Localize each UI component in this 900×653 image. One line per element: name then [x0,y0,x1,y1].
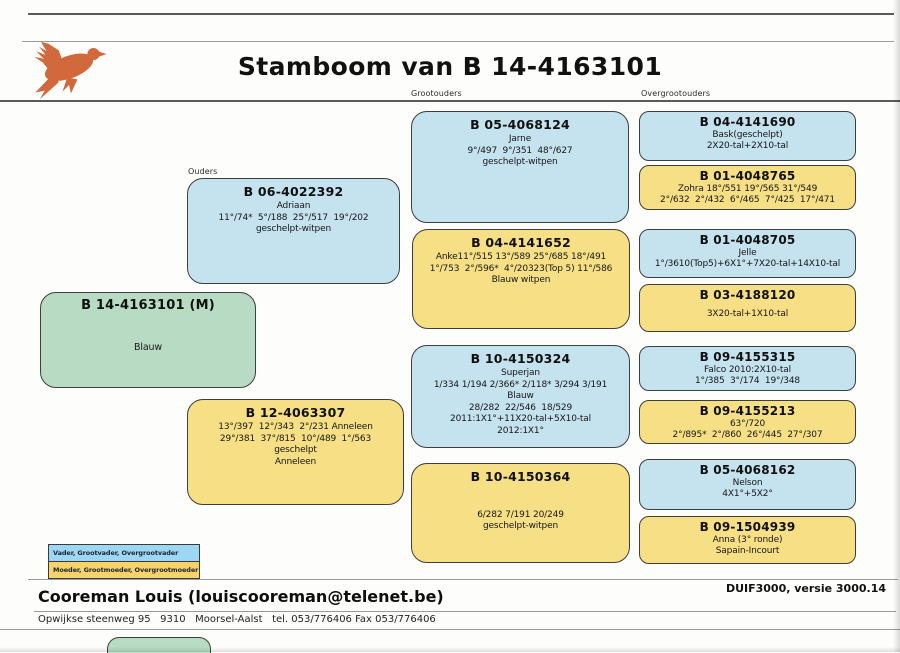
pedigree-text-line: Falco 2010:2X10-tal [704,365,791,375]
pedigree-box-ggp-2 [639,165,856,210]
pedigree-text-line: 63°/720 [729,419,766,429]
pedigree-text-line: Adriaan [276,201,311,211]
ring-number: B 05-4068162 [699,463,796,477]
pedigree-text-line: Anneleen [274,456,317,467]
pedigree-text-line: Bask(geschelpt) [712,130,783,140]
pedigree-text-line: Zohra 18°/551 19°/565 31°/549 [677,184,818,194]
pedigree-box-grandmother-1 [412,229,630,329]
pedigree-details [188,199,399,283]
scan-edge-right [893,0,900,652]
pedigree-details [640,129,855,160]
pedigree-text-line: Superjan [501,368,540,378]
ring-number: B 09-4155315 [699,350,796,364]
software-version: DUIF3000, versie 3000.14 [725,582,886,595]
pedigree-details [640,302,855,331]
pedigree-details [640,183,855,209]
pedigree-text-line: 4X1°+5X2° [722,489,773,499]
pedigree-text-line: Anke11°/515 13°/589 25°/685 18°/491 [435,252,607,262]
ring-number: B 14-4163101 (M) [81,298,215,313]
pedigree-text-line: 1°/753 2°/596* 4°/20323(Top 5) 11°/586 [429,263,613,274]
pedigree-box-ggp-5 [639,346,856,391]
pedigree-box-grandmother-2 [411,463,630,563]
pedigree-text-line: Anna (3° ronde) [712,535,783,545]
pedigree-text-line: Jarne [508,134,532,144]
legend-male-row: Vader, Grootvader, Overgrootvader [49,545,199,562]
owner-name: Cooreman Louis (louiscooreman@telenet.be) [38,587,444,606]
pedigree-text-line: 6/282 7/191 20/249 [477,509,564,520]
label-overgrootouders: Overgrootouders [641,89,711,98]
pedigree-text-line: Blauw witpen [491,275,551,285]
ring-number: B 05-4068124 [470,117,570,132]
pedigree-text-line: 2011:1X1°+11X20-tal+5X10-tal [450,414,591,424]
pedigree-box-ggp-8 [639,516,856,564]
pedigree-text-line: 1°/385 3°/174 19°/348 [694,376,801,386]
pedigree-details [640,247,855,277]
pedigree-details [640,364,855,390]
pedigree-details [41,313,255,387]
pedigree-text-line: 13°/397 12°/343 2°/231 Anneleen [218,422,373,432]
pedigree-text-line: 2°/632 2°/432 6°/465 7°/425 17°/471 [660,195,835,205]
pedigree-text-line: 28/282 22/546 18/529 [468,402,573,413]
pedigree-box-ggp-4 [639,284,856,332]
pedigree-details [188,420,403,504]
pedigree-text-line: 11°/74* 5°/188 25°/517 19°/202 [218,212,369,223]
page-title: Stamboom van B 14-4163101 [237,52,663,81]
ring-number: B 01-4048705 [699,233,796,247]
pedigree-text-line: geschelpt-witpen [482,521,559,531]
pedigree-box-mother [187,399,404,505]
ring-number: B 01-4048765 [699,169,796,183]
ring-number: B 04-4141690 [699,115,796,129]
pedigree-text-line: 2°/895* 2°/860 26°/445 27°/307 [672,430,823,440]
pedigree-details [640,477,855,509]
pedigree-text-line: geschelpt [274,445,317,455]
rule-above-footer [28,579,898,580]
ring-number: B 12-4063307 [245,405,346,420]
pedigree-details [640,418,855,443]
scan-edge-bottom [0,647,900,652]
pedigree-text-line: 2012:1X1° [497,425,544,436]
pedigree-box-ggp-1 [639,111,856,161]
pedigree-box-ggp-7 [639,459,856,510]
label-grootouders: Grootouders [411,89,462,98]
label-ouders: Ouders [188,167,218,176]
ring-number: B 09-1504939 [699,520,796,534]
ring-number: B 03-4188120 [699,288,796,302]
color-legend [48,544,200,579]
rule-header-band [22,41,894,42]
pedigree-text-line: Nelson [732,478,763,488]
pedigree-text-line: Jelle [738,248,757,258]
pedigree-box-ggp-6 [639,400,856,444]
pedigree-text-line: 2X20-tal+2X10-tal [706,141,789,151]
pedigree-box-grandfather-2 [411,345,630,448]
ring-number: B 06-4022392 [243,184,344,199]
ring-number: B 09-4155213 [699,404,796,418]
pedigree-details [412,366,629,447]
pedigree-text-line: 1°/3610(Top5)+6X1°+7X20-tal+14X10-tal [654,259,841,269]
pedigree-details [640,534,855,563]
legend-female-row: Moeder, Grootmoeder, Overgrootmoeder [49,562,199,578]
pedigree-box-grandfather-1 [411,111,629,223]
pedigree-text-line: 29°/381 37°/815 10°/489 1°/563 [219,433,372,444]
ring-number: B 10-4150324 [470,351,571,366]
pedigree-text-line: 3X20-tal+1X10-tal [706,308,789,319]
owner-address: Opwijkse steenweg 95 9310 Moorsel-Aalst tel. 053/776406 Fax 053/776406 [38,614,436,625]
rule-under-owner [34,611,896,612]
pedigree-text-line: Sapain-Incourt [715,546,780,556]
rule-bottom [0,629,900,630]
pedigree-text-line: 9°/497 9°/351 48°/627 [467,145,573,156]
ring-number: B 10-4150364 [470,469,571,484]
pedigree-text-line: geschelpt-witpen [482,157,558,167]
pedigree-text-line: 1/334 1/194 2/366* 2/118* 3/294 3/191 [433,379,608,390]
pedigree-text-line: Blauw [133,342,163,354]
pedigree-box-father [187,178,400,284]
pedigree-text-line: geschelpt-witpen [255,224,332,234]
rule-under-header [0,100,900,102]
pedigree-box-ggp-3 [639,229,856,278]
pedigree-details [412,484,629,562]
rule-top [28,13,894,15]
pedigree-box-subject [40,292,256,388]
pedigree-details [413,250,629,328]
pedigree-details [412,132,628,222]
ring-number: B 04-4141652 [471,235,571,250]
pedigree-text-line: Blauw [507,391,534,401]
